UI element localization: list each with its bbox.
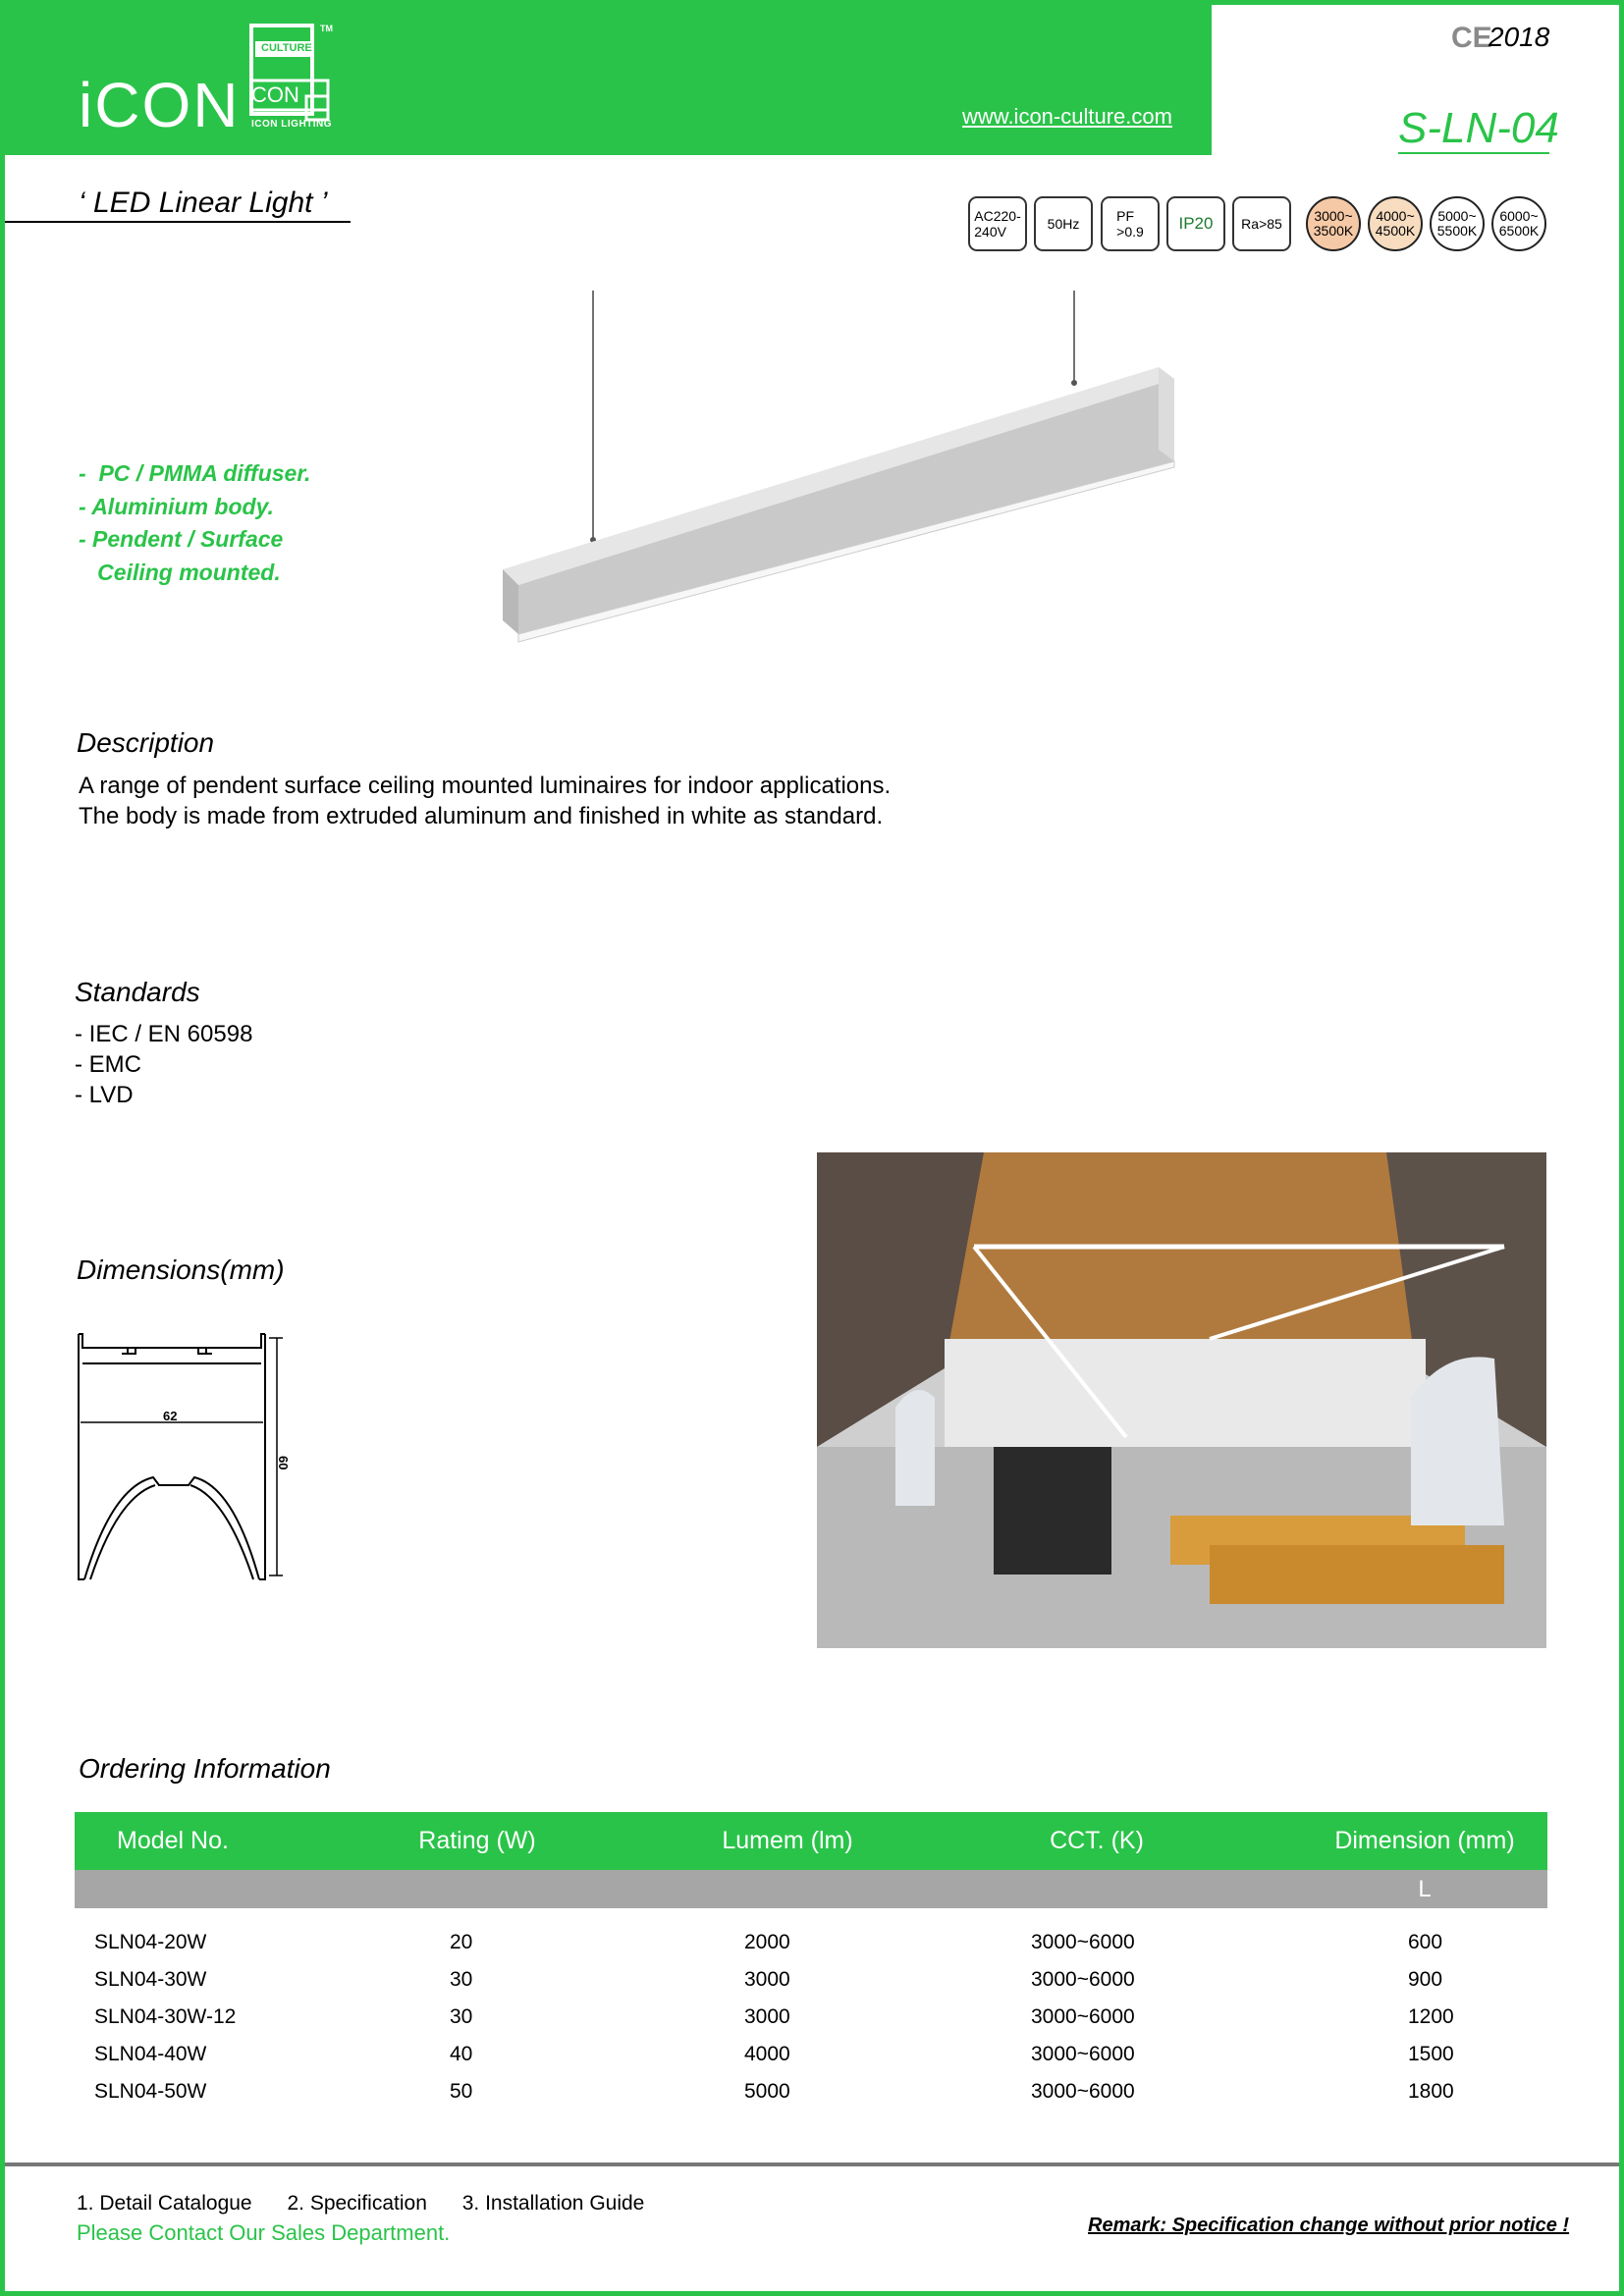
feature-item: Ceiling mounted. (79, 559, 281, 585)
table-subheader-row (75, 1870, 1547, 1908)
ordering-heading: Ordering Information (79, 1753, 331, 1784)
feature-item: - Pendent / Surface (79, 526, 284, 552)
table-row: SLN04-30W-12 30 3000 3000~6000 1200 (94, 2005, 1454, 2028)
brand-logo-text: iCON (79, 70, 241, 140)
feature-item: - Aluminium body. (79, 493, 274, 519)
column-header: Dimension (mm) (1302, 1812, 1547, 1870)
table-row: SLN04-40W 40 4000 3000~6000 1500 (94, 2043, 1454, 2065)
footer-divider (5, 2163, 1619, 2166)
logo-subtitle: ICON LIGHTING (251, 119, 333, 130)
footer-link-specification[interactable]: 2. Specification (287, 2192, 427, 2215)
feature-list (79, 457, 310, 589)
standards-heading: Standards (75, 977, 200, 1007)
cct-badge-6000: 6000~ 6500K (1491, 196, 1546, 251)
table-row: SLN04-20W 20 2000 3000~6000 600 (94, 1931, 1443, 1953)
ordering-table (75, 1812, 1547, 2110)
footer-remark: Remark: Specification change without prior notice ! (1088, 2215, 1570, 2236)
badge-frequency: 50Hz (1034, 196, 1093, 251)
catalogue-year: 2018 (1489, 22, 1550, 52)
badge-voltage: AC220- 240V (968, 196, 1027, 251)
cct-badge-5000: 5000~ 5500K (1430, 196, 1485, 251)
product-title: ‘ LED Linear Light ’ (79, 187, 328, 219)
standards-list (75, 1019, 252, 1110)
standards-item: - LVD (75, 1082, 134, 1108)
standards-item: - IEC / EN 60598 (75, 1021, 253, 1047)
website-link[interactable]: www.icon-culture.com (962, 104, 1172, 129)
feature-item: - PC / PMMA diffuser. (79, 460, 311, 486)
standards-item: - EMC (75, 1051, 141, 1078)
ce-mark: CE (1451, 22, 1492, 54)
table-row: SLN04-30W 30 3000 3000~6000 900 (94, 1968, 1443, 1991)
profile-height-label: 60 (276, 1456, 291, 1470)
title-underline (5, 221, 351, 223)
badge-cri: Ra>85 (1232, 196, 1291, 251)
badge-power-factor: PF >0.9 (1101, 196, 1160, 251)
profile-width-label: 62 (163, 1409, 178, 1423)
footer-link-installation-guide[interactable]: 3. Installation Guide (461, 2192, 645, 2215)
logo-tm-text: TM (320, 24, 333, 33)
logo-culture-text: CULTURE (261, 42, 312, 54)
dimensions-heading: Dimensions(mm) (77, 1255, 285, 1285)
dimension-length-label: L (1302, 1870, 1547, 1908)
product-luminaire-image (491, 285, 1188, 648)
profile-cross-section-drawing (73, 1330, 298, 1585)
footer-link-detail-catalogue[interactable]: 1. Detail Catalogue (77, 2192, 252, 2215)
cct-badge-4000: 4000~ 4500K (1368, 196, 1423, 251)
column-header: CCT. (K) (892, 1812, 1302, 1870)
table-header-row (75, 1812, 1547, 1870)
model-code-underline (1398, 152, 1549, 154)
table-row: SLN04-50W 50 5000 3000~6000 1800 (94, 2080, 1454, 2103)
logo-con-text: CON (251, 82, 299, 107)
column-header: Model No. (75, 1812, 271, 1870)
model-code: S-LN-04 (1398, 104, 1559, 152)
column-header: Rating (W) (271, 1812, 683, 1870)
column-header: Lumem (lm) (683, 1812, 892, 1870)
description-line: The body is made from extruded aluminum and finished in white as standard. (79, 803, 884, 829)
badge-ip-rating: IP20 (1166, 196, 1225, 251)
cct-badge-3000: 3000~ 3500K (1306, 196, 1361, 251)
footer-contact-text: Please Contact Our Sales Department. (77, 2220, 451, 2245)
description-line: A range of pendent surface ceiling mounted luminaires for indoor applications. (79, 773, 892, 799)
description-heading: Description (77, 727, 215, 758)
description-body (79, 771, 891, 831)
footer-links (77, 2192, 674, 2216)
application-photo (817, 1152, 1546, 1648)
